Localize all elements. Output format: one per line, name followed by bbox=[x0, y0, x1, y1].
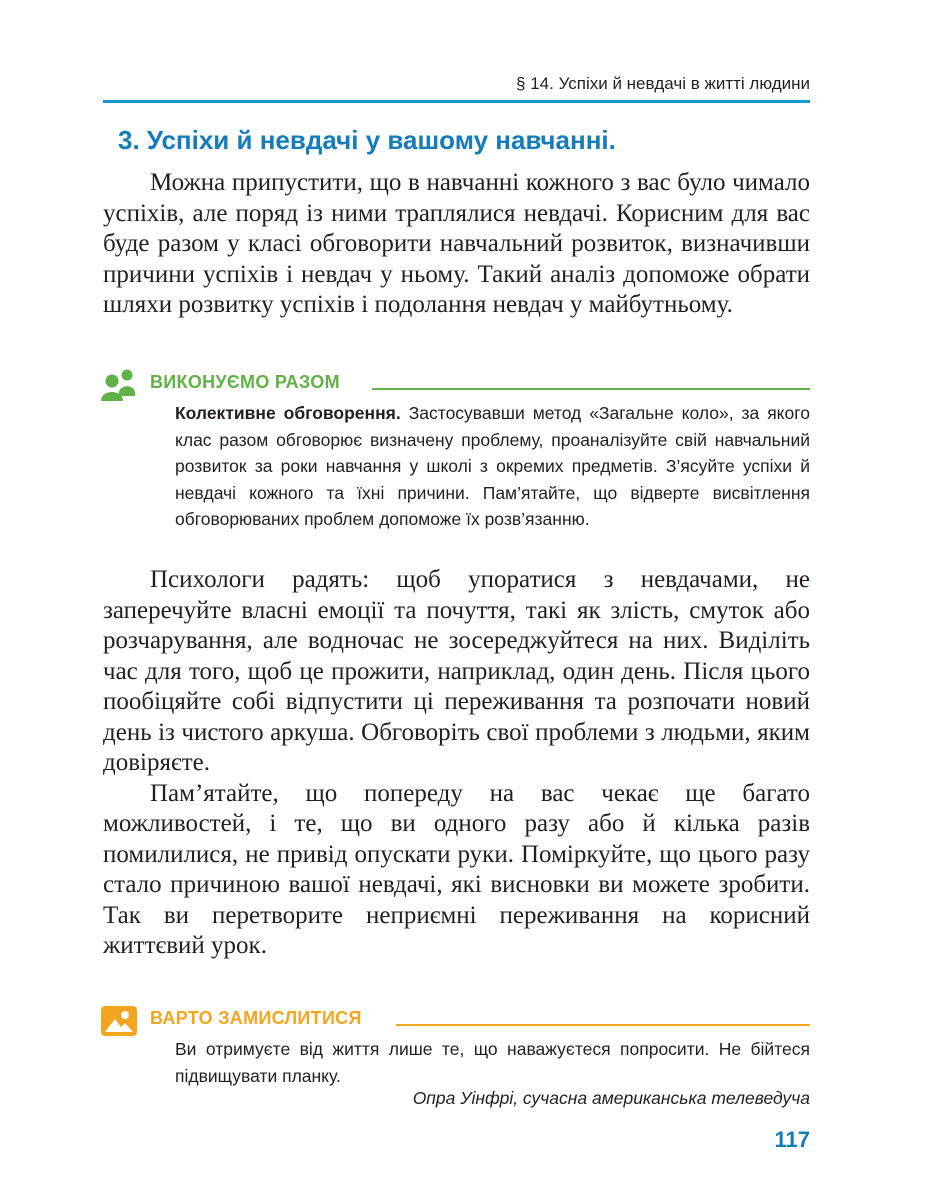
page-number: 117 bbox=[774, 1127, 810, 1152]
think-box-body bbox=[175, 1036, 810, 1089]
body-paragraph-2: Пам’ятайте, що попереду на вас чекає ще багато можливостей, і те, що ви одного разу або й кілька разів помилилися, не привід опускати руки. Поміркуйте, що цього разу стало причиною вашої невдачі, які висновки ви можете зробити. Так ви перетворите неприємні переживання на корисний життєвий урок. bbox=[103, 779, 810, 959]
body-paragraph-1: Психологи радять: щоб упоратися з невдачами, не заперечуйте власні емоції та почуття, такі як злість, смуток або розчарування, але водночас не зосереджуйтеся на них. Виділіть час для того, щоб це прожити, наприклад, один день. Після цього пообіцяйте собі відпустити ці переживання та розпочати новий день із чистого аркуша. Обговоріть свої проблеми з людьми, яким довіряєте. bbox=[103, 566, 810, 776]
mountain-sun-icon bbox=[100, 1004, 138, 1038]
think-box-divider bbox=[396, 1024, 810, 1026]
quote-author: Опра Уінфрі, сучасна американська телеведуча bbox=[412, 1088, 810, 1108]
together-box-divider bbox=[372, 388, 810, 390]
think-box-title: ВАРТО ЗАМИСЛИТИСЯ bbox=[150, 1008, 362, 1028]
together-box-text: Застосувавши метод «Загальне коло», за якого клас разом обговорює визначену проблему, проаналізуйте свій навчальний розвиток за роки навчання у школі з окремих предметів. З’ясуйте успіхи й невдачі кожного та їхні причини. Пам’ятайте, що відверте висвітлення обговорюваних проблем допоможе їх розв’язанню. bbox=[175, 403, 810, 529]
group-of-people-icon bbox=[100, 368, 138, 402]
think-box-quote: Ви отримуєте від життя лише те, що наважуєтеся попросити. Не бійтеся підвищувати планку. bbox=[175, 1039, 810, 1086]
intro-paragraph: Можна припустити, що в навчанні кожного з вас було чимало успіхів, але поряд із ними траплялися невдачі. Корисним для вас буде разом у класі обговорити навчальний розвиток, визначивши причини успіхів і невдач у ньому. Такий аналіз допоможе обрати шляхи розвитку успіхів і подолання невдач у майбутньому. bbox=[103, 169, 810, 318]
intro-paragraph-block bbox=[103, 168, 810, 321]
together-box-lead: Колективне обговорення. bbox=[175, 403, 401, 423]
section-title: 3. Успіхи й невдачі у вашому навчанні. bbox=[118, 125, 616, 155]
together-box-body bbox=[175, 400, 810, 533]
running-header bbox=[103, 68, 810, 103]
together-box-paragraph bbox=[175, 400, 810, 533]
running-header-title: § 14. Успіхи й невдачі в житті людини bbox=[516, 74, 810, 93]
think-box-header bbox=[100, 1004, 810, 1038]
together-box-title: ВИКОНУЄМО РАЗОМ bbox=[150, 372, 340, 392]
together-box-header bbox=[100, 368, 810, 402]
body-text-block bbox=[103, 565, 810, 962]
